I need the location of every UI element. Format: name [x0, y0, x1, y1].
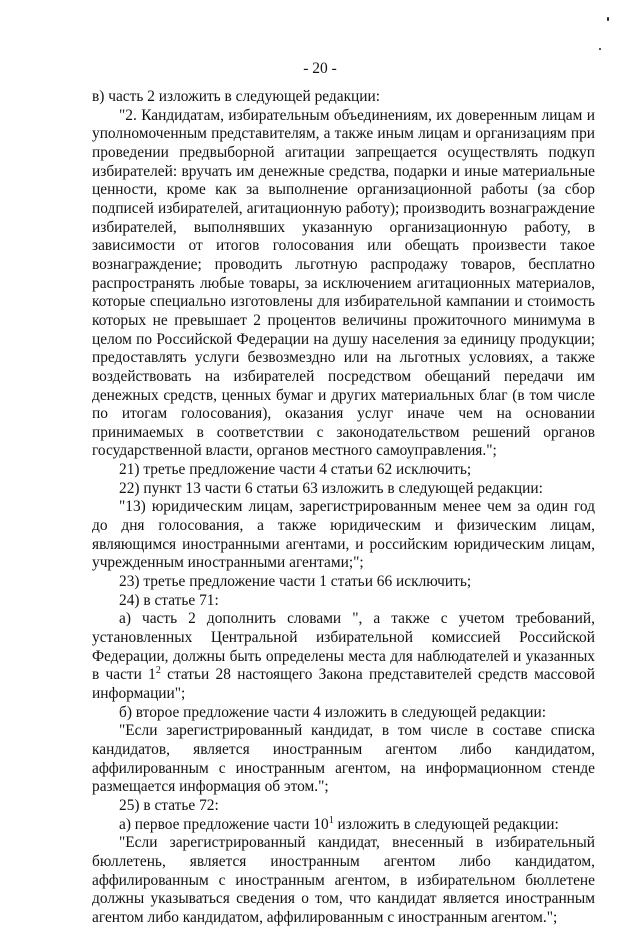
item-25a-text: "Если зарегистрированный кандидат, внесенный в избирательный бюллетень, является иностранным агентом либо кандидатом, аффилированным с иностранным агентом, в избирательном бюллетене должны указываться сведения о том, что кандидат является иностранным агентом либо кандидатом, аффилированным с иностранным агентом.";: [92, 834, 595, 926]
item-25a: [92, 816, 595, 835]
item-24a-text-1: а) часть 2 дополнить словами ", а также с учетом требований, установленных Центральной избирательной комиссией Российской Федерации, должны быть определены места для наблюдателей и указанных в части 1: [92, 610, 595, 684]
document-body: [92, 88, 595, 928]
item-24a-text-2: статьи 28 настоящего Закона представителей средств массовой информации";: [92, 666, 595, 702]
item-24b: б) второе предложение части 4 изложить в следующей редакции:: [119, 703, 546, 721]
item-25a-superscript: 1: [328, 814, 334, 826]
page-number: - 20 -: [303, 60, 337, 77]
item-25a-text-2: изложить в следующей редакции:: [333, 815, 559, 833]
item-25: 25) в статье 72:: [119, 796, 219, 814]
item-21: 21) третье предложение части 4 статьи 62 исключить;: [119, 461, 472, 479]
item-24: 24) в статье 71:: [119, 591, 219, 609]
item-24a-superscript: 2: [155, 665, 161, 677]
item-24b-text: "Если зарегистрированный кандидат, в том числе в составе списка кандидатов, является иностранным агентом либо кандидатом, аффилированным с иностранным агентом, на информационном стенде размещается информация об этом.";: [92, 722, 595, 796]
item-v-text: "2. Кандидатам, избирательным объединениям, их доверенным лицам и уполномоченным представителям, а также иным лицам и организациям при проведении предвыборной агитации запрещается осуществлять подкуп избирателей: вручать им денежные средства, подарки и иные материальные ценности, кроме как за выполнение организационной работы (за сбор подписей избирателей, агитационную работу); производить вознаграждение избирателей, выполнявших указанную организационную работу, в зависимости от итогов голосования или обещать произвести такое вознаграждение; проводить льготную распродажу товаров, бесплатно распространять любые товары, за исключением агитационных материалов, которые специально изготовлены для избирательной кампании и стоимость которых не превышает 2 процентов величины прожиточного минимума в целом по Российской Федерации на душу населения за единицу продукции; предоставлять услуги безвозмездно или на льготных условиях, а также воздействовать на избирателей посредством обещаний передачи им денежных средств, ценных бумаг и других материальных благ (в том числе по итогам голосования), оказания услуг иначе чем на основании принимаемых в соответствии с законодательством решений органов государственной власти, органов местного самоуправления.";: [92, 106, 595, 460]
item-22-text: "13) юридическим лицам, зарегистрированным менее чем за один год до дня голосования, а также юридическим и физическим лицам, являющимся иностранными агентами, и российским юридическим лицам, учрежденным иностранными агентами;";: [92, 498, 595, 572]
item-22: 22) пункт 13 части 6 статьи 63 изложить в следующей редакции:: [119, 479, 543, 497]
item-v-intro: в) часть 2 изложить в следующей редакции:: [92, 88, 381, 105]
item-24a: [92, 610, 595, 703]
scan-speck: [607, 17, 609, 21]
item-23: 23) третье предложение части 1 статьи 66 исключить;: [119, 573, 472, 591]
item-25a-text-1: а) первое предложение части 10: [119, 815, 329, 833]
scan-speck: [599, 48, 601, 50]
